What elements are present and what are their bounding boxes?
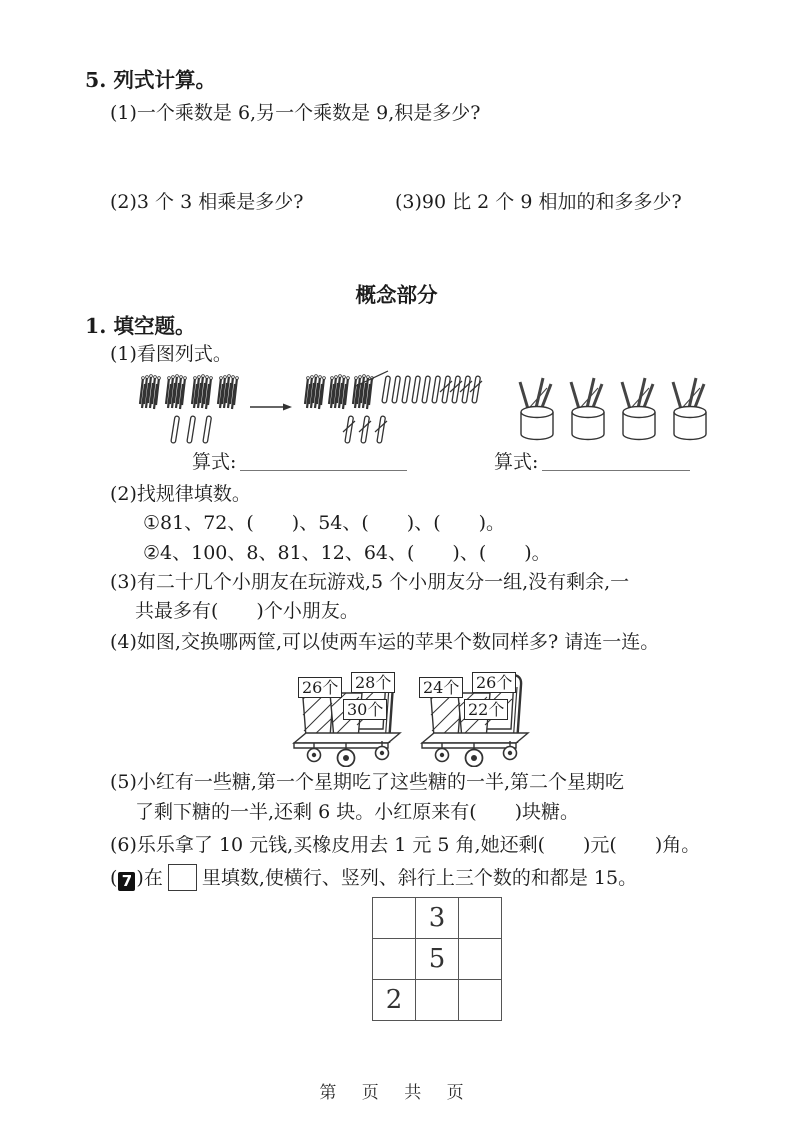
item7-after-box: )在: [136, 867, 163, 889]
cart2-basket-label: 26个: [472, 672, 516, 693]
equation-right-label: 算式:: [494, 451, 539, 473]
grid-cell: [373, 939, 416, 980]
cart2-basket-label: 24个: [419, 677, 463, 698]
section5-question-1: (1)一个乘数是 6,另一个乘数是 9,积是多少?: [110, 102, 481, 124]
item4-label: (4)如图,交换哪两筐,可以使两车运的苹果个数同样多? 请连一连。: [110, 631, 660, 653]
magic-square-grid: [372, 897, 502, 1021]
apple-carts-figure: [288, 663, 548, 767]
section5-question-2: (2)3 个 3 相乘是多少?: [110, 191, 304, 213]
item5-line2: 了剩下糖的一半,还剩 6 块。小红原来有( )块糖。: [135, 801, 580, 823]
cart1-basket-label: 26个: [298, 677, 342, 698]
grid-cell: [459, 939, 502, 980]
cart1-basket-label: 30个: [343, 699, 387, 720]
cart2-basket-label: 22个: [464, 699, 508, 720]
page-footer: 第 页 共 页: [319, 1083, 474, 1103]
item6-label: (6)乐乐拿了 10 元钱,买橡皮用去 1 元 5 角,她还剩( )元( )角。: [110, 834, 701, 856]
equation-right: [494, 447, 690, 474]
item2-sequence-2: ②4、100、8、81、12、64、( )、( )。: [143, 542, 551, 564]
item7-label: [110, 864, 637, 891]
item5-line1: (5)小红有一些糖,第一个星期吃了这些糖的一半,第二个星期吃: [110, 771, 624, 793]
item7-suffix: 里填数,使横行、竖列、斜行上三个数的和都是 15。: [201, 867, 638, 889]
concept-section-title: 概念部分: [355, 283, 438, 307]
arrow-icon: [249, 400, 293, 414]
grid-cell: [416, 980, 459, 1021]
section5-question-3: (3)90 比 2 个 9 相加的和多多少?: [395, 191, 682, 213]
equation-left: [192, 447, 407, 474]
item7-number-badge: 7: [118, 872, 135, 891]
cart1-basket-label: 28个: [351, 672, 395, 693]
grid-cell: 2: [373, 980, 416, 1021]
equation-right-blank: [542, 469, 690, 471]
equation-left-label: 算式:: [192, 451, 237, 473]
grid-cell: 5: [416, 939, 459, 980]
grid-cell: [459, 898, 502, 939]
fill-in-title: 1. 填空题。: [85, 314, 196, 338]
grid-cell: [373, 898, 416, 939]
equation-left-blank: [240, 469, 407, 471]
section5-title: 5. 列式计算。: [85, 68, 217, 92]
item7-empty-box: [168, 864, 197, 891]
item2-sequence-1: ①81、72、( )、54、( )、( )。: [143, 512, 506, 534]
item1-label: (1)看图列式。: [110, 343, 232, 365]
grid-cell: [459, 980, 502, 1021]
pencil-cups-figure: [512, 368, 716, 448]
sticks-after-figure: [296, 370, 486, 448]
item3-line1: (3)有二十几个小朋友在玩游戏,5 个小朋友分一组,没有剩余,一: [110, 571, 630, 593]
grid-cell: 3: [416, 898, 459, 939]
item7-prefix: (: [110, 867, 118, 889]
item3-line2: 共最多有( )个小朋友。: [135, 600, 359, 622]
item2-label: (2)找规律填数。: [110, 483, 251, 505]
